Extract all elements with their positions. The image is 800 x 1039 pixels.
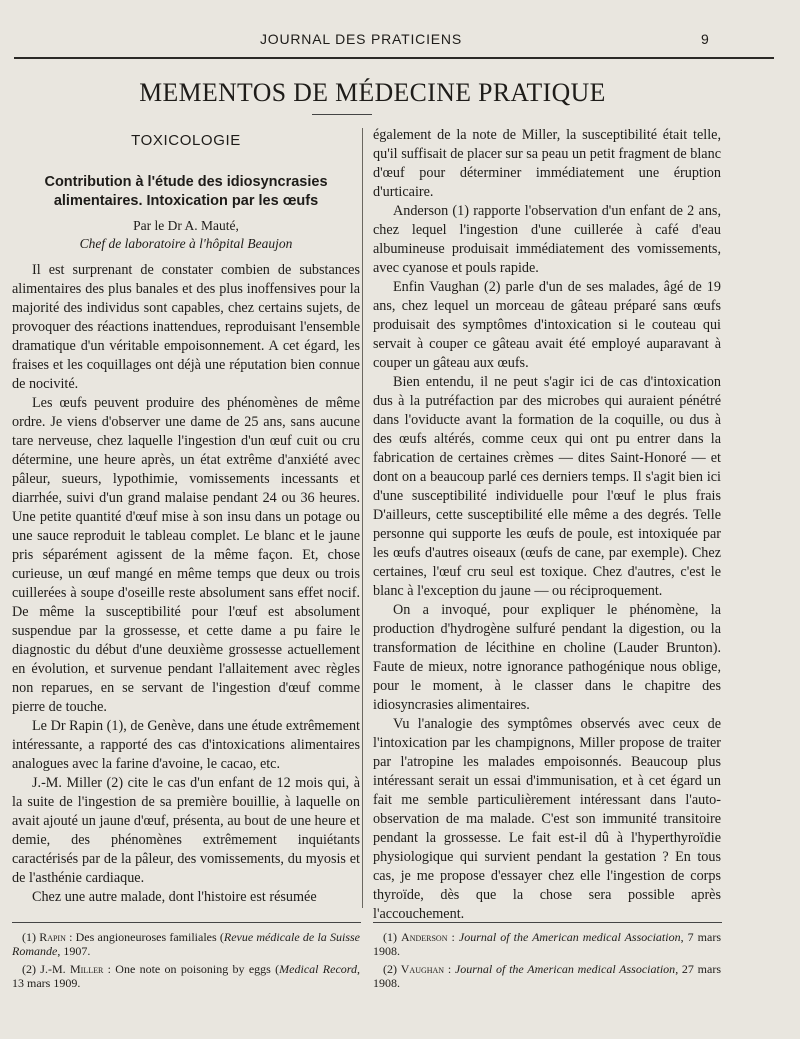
paragraph: Les œufs peuvent produire des phénomènes de même ordre. Je viens d'observer une dame de 25 ans, sans aucune tare nerveuse, chez laquelle l'ingestion d'un œuf cuit ou cru détermine, une heure après, un état extrême d'anxiété avec pâleur, sueurs, lypothimie, vomissements incessants et diarrhée, suivi d'un grand malaise pendant 24 ou 36 heures. Une petite quantité d'œuf mise à son insu dans un potage ou une sauce reproduit le tableau complet. Le blanc et le jaune pris séparément agissent de la même façon. Et, chose curieuse, un œuf mangé en même temps que deux ou trois cuillerées à soupe d'oseille reste absolument sans effet nocif. De même la susceptibilité pour l'œuf est absolument suspendue par la grossesse, et cette dame a pu faire le diagnostic du début d'une deuxième grossesse actuellement en évolution, et survenue pendant l'allaitement avec règles non reparues, en se servant de l'ingestion d'œuf comme pierre de touche. — [12, 395, 360, 715]
article-byline: Par le Dr A. Mauté, — [133, 218, 239, 233]
article-affiliation: Chef de laboratoire à l'hôpital Beaujon — [79, 236, 293, 251]
footnotes-left — [12, 930, 360, 994]
left-column — [12, 126, 360, 907]
paragraph: Il est surprenant de constater combien de substances alimentaires des plus banales et des plus inoffensives pour la majorité des individus sont capables, chez certains sujets, de provoquer des réactions inattendues, reproduisant l'ensemble dramatique d'un véritable empoisonnement. A cet égard, les fraises et les coquillages ont déjà une réputation bien connue de nocivité. — [12, 262, 360, 392]
footnotes-right — [373, 930, 721, 994]
paragraph: également de la note de Miller, la susceptibilité était telle, qu'il suffisait de placer sur sa peau un petit fragment de blanc d'œuf pour déterminer immédiatement une éruption d'urticaire. — [373, 127, 721, 200]
column-separator — [362, 128, 363, 908]
paragraph: J.-M. Miller (2) cite le cas d'un enfant de 12 mois qui, à la suite de l'ingestion de sa première bouillie, à laquelle on avait ajouté un jaune d'œuf, présenta, au bout de une heure et demie, des phénomènes extrêmement inquiétants caractérisés par de la pâleur, des vomissements, du myosis et de l'asthénie cardiaque. — [12, 775, 360, 886]
right-column — [373, 126, 721, 924]
paragraph: Vu l'analogie des symptômes observés avec ceux de l'intoxication par les champignons, Miller propose de traiter par l'atropine les malades empoisonnés. Beaucoup plus intéressant serait un essai d'immunisation, et à cet égard un fait me semble particulièrement intéressant dans l'auto-observation de ma malade. C'est son immunité transitoire pendant la grossesse. Le fait est-il dû à l'hyperthyroïdie physiologique qui survient pendant la gestation ? En tous cas, je me propose d'essayer chez elle l'ingestion de corps thyroïde, dès que la chose sera possible après l'accouchement. — [373, 716, 721, 922]
journal-title: JOURNAL DES PRATICIENS — [260, 31, 462, 47]
footnote: (1) Anderson : Journal of the American medical Association, 7 mars 1908. — [373, 930, 721, 958]
paragraph: Chez une autre malade, dont l'histoire est résumée — [32, 889, 317, 905]
footnote: (2) Vaughan : Journal of the American medical Association, 27 mars 1908. — [373, 962, 722, 990]
main-title: MEMENTOS DE MÉDECINE PRATIQUE — [139, 78, 606, 107]
footnote: (2) J.-M. Miller : One note on poisoning by eggs (Medical Record, 13 mars 1909. — [12, 962, 360, 990]
section-heading: TOXICOLOGIE — [131, 132, 241, 149]
header-rule — [14, 57, 774, 59]
footnote-rule — [373, 922, 722, 923]
paragraph: Enfin Vaughan (2) parle d'un de ses malades, âgé de 19 ans, chez lequel un morceau de gâteau préparé sans œufs produisait des symptômes d'intoxication si le couteau qui servait à couper ce gâteau avait été employé auparavant à couper un gâteau aux œufs. — [373, 279, 721, 371]
title-ornament — [312, 114, 372, 115]
paragraph: Anderson (1) rapporte l'observation d'un enfant de 2 ans, chez lequel l'ingestion d'une cuillerée à café d'eau albumineuse produisait immédiatement des vomissements, avec cyanose et pouls rapide. — [373, 203, 721, 276]
paragraph: Le Dr Rapin (1), de Genève, dans une étude extrêmement intéressante, a rapporté des cas d'intoxications alimentaires analogues avec la farine d'avoine, le cacao, etc. — [12, 718, 360, 772]
article-title: Contribution à l'étude des idiosyncrasies alimentaires. Intoxication par les œufs — [44, 174, 328, 209]
page-number: 9 — [701, 31, 709, 47]
page-header — [0, 28, 800, 52]
footnote: (1) Rapin : Des angioneuroses familiales (Revue médicale de la Suisse Romande, 1907. — [12, 930, 360, 958]
footnote-rule — [12, 922, 361, 923]
paragraph: Bien entendu, il ne peut s'agir ici de cas d'intoxication dus à la putréfaction par des microbes qui auraient pénétré dans l'oviducte avant la formation de la coquille, ou dus à des œufs altérés, comme ceux qui ont pu entrer dans la fabrication de certaines crèmes — dites Saint-Honoré — et dont on a beaucoup parlé ces derniers temps. Il s'agit bien ici d'une susceptibilité individuelle pour l'œuf le plus frais D'ailleurs, cette susceptibilité elle même a des degrés. Telle personne qui supporte les œufs de poule, est intoxiquée par les œufs d'autres oiseaux (œufs de cane, par exemple). Chez certaines, l'œuf cru seul est toxique. Chez d'autres, c'est le blanc à l'exception du jaune — ou réciproquement. — [373, 374, 721, 599]
paragraph: On a invoqué, pour expliquer le phénomène, la production d'hydrogène sulfuré pendant la digestion, ou la transformation de lécithine en choline (Lauder Brunton). Faute de mieux, notre ignorance pathogénique nous oblige, pour le moment, à le classer dans le chapitre des idiosyncrasies alimentaires. — [373, 602, 721, 713]
